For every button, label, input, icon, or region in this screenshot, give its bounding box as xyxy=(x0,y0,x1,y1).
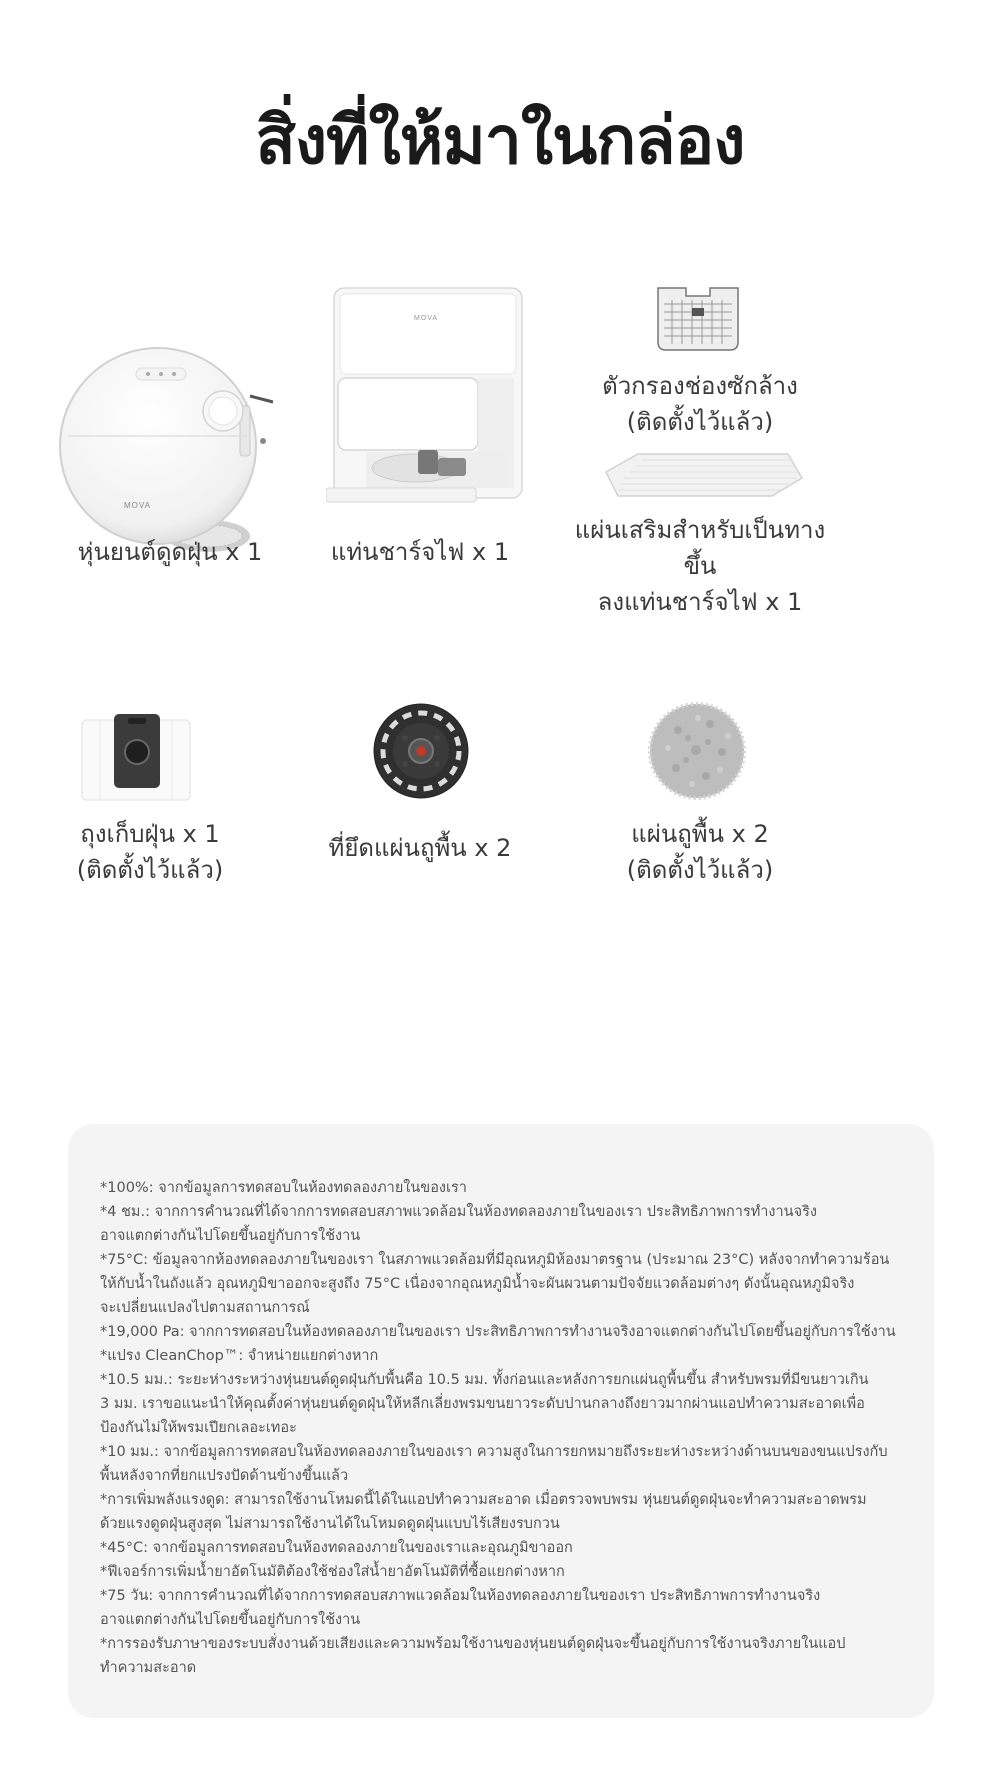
footnote-line: จะเปลี่ยนแปลงไปตามสถานการณ์ xyxy=(100,1300,310,1316)
dock-brand-logo: MOVA xyxy=(414,315,439,322)
filter-image xyxy=(656,286,740,352)
footnote-line: อาจแตกต่างกันไปโดยขึ้นอยู่กับการใช้งาน xyxy=(100,1228,361,1244)
dock-caption xyxy=(300,534,540,570)
footnote-line: *75°C: ข้อมูลจากห้องทดลองภายในของเรา ในสภาพแวดล้อมที่มีอุณหภูมิห้องมาตรฐาน (ประมาณ 23°C) หลังจากทำความร้อน xyxy=(100,1252,890,1268)
footnote-line: *45°C: จากข้อมูลการทดสอบในห้องทดลองภายในของเราและอุณภูมิขาออก xyxy=(100,1540,573,1556)
dust-bag-caption xyxy=(20,816,280,888)
caption-line: แท่นชาร์จไฟ x 1 xyxy=(330,538,510,566)
caption-line: ตัวกรองช่องซักล้าง xyxy=(602,372,798,400)
caption-line: ที่ยึดแผ่นถูพื้น x 2 xyxy=(328,834,512,862)
dust-bag-image xyxy=(80,714,192,802)
mop-pad-caption xyxy=(580,816,820,888)
footnote-line: *แปรง CleanChop™: จำหน่ายแยกต่างหาก xyxy=(100,1348,379,1364)
caption-line: ลงแท่นชาร์จไฟ x 1 xyxy=(597,588,803,616)
footnote-line: *4 ชม.: จากการคำนวณที่ได้จากการทดสอบสภาพแวดล้อมในห้องทดลองภายในของเรา ประสิทธิภาพการทำงานจริง xyxy=(100,1204,817,1220)
mop-pad-image xyxy=(648,702,746,800)
footnote-line: ป้องกันไม่ให้พรมเปียกเลอะเทอะ xyxy=(100,1420,297,1436)
filter-caption xyxy=(580,368,820,440)
mop-holder-image xyxy=(372,702,470,800)
caption-line: (ติดตั้งไว้แล้ว) xyxy=(626,408,774,436)
caption-line: แผ่นถูพื้น x 2 xyxy=(631,820,769,848)
caption-line: แผ่นเสริมสำหรับเป็นทางขึ้น xyxy=(574,516,826,580)
caption-line: ถุงเก็บฝุ่น x 1 xyxy=(80,820,220,848)
footnote-line: *75 วัน: จากการคำนวณที่ได้จากการทดสอบสภาพแวดล้อมในห้องทดลองภายในของเรา ประสิทธิภาพการทำงานจริง xyxy=(100,1588,821,1604)
footnotes-list xyxy=(100,1176,902,1680)
caption-line: (ติดตั้งไว้แล้ว) xyxy=(626,856,774,884)
footnote-line: *ฟีเจอร์การเพิ่มน้ำยาอัตโนมัติต้องใช้ช่องใส่น้ำยาอัตโนมัติที่ซื้อแยกต่างหาก xyxy=(100,1564,565,1580)
footnote-line: *100%: จากข้อมูลการทดสอบในห้องทดลองภายในของเรา xyxy=(100,1180,467,1196)
footnote-line: 3 มม. เราขอแนะนำให้คุณตั้งค่าหุ่นยนต์ดูดฝุ่นให้หลีกเลี่ยงพรมขนยาวระดับปานกลางถึงยาวมากผ่านแอปทำความสะอาดเพื่อ xyxy=(100,1396,865,1412)
footnote-line: พื้นหลังจากที่ยกแปรงปัดด้านข้างขึ้นแล้ว xyxy=(100,1468,349,1484)
robot-caption xyxy=(40,534,300,570)
footnote-line: *การรองรับภาษาของระบบสั่งงานด้วยเสียงและความพร้อมใช้งานของหุ่นยนต์ดูดฝุ่นจะขึ้นอยู่กับการใช้งานจริงภายในแอป xyxy=(100,1636,846,1652)
robot-brand-logo: MOVA xyxy=(124,501,151,510)
footnote-line: *การเพิ่มพลังแรงดูด: สามารถใช้งานโหมดนี้ได้ในแอปทำความสะอาด เมื่อตรวจพบพรม หุ่นยนต์ดูดฝุ่นจะทำความสะอาดพรม xyxy=(100,1492,867,1508)
footnote-line: ทำความสะอาด xyxy=(100,1660,197,1676)
footnote-line: *19,000 Pa: จากการทดสอบในห้องทดลองภายในของเรา ประสิทธิภาพการทำงานจริงอาจแตกต่างกันไปโดยขึ้นอยู่กับการใช้งาน xyxy=(100,1324,896,1340)
caption-line: (ติดตั้งไว้แล้ว) xyxy=(76,856,224,884)
robot-vacuum-image xyxy=(58,336,280,566)
footnote-line: อาจแตกต่างกันไปโดยขึ้นอยู่กับการใช้งาน xyxy=(100,1612,361,1628)
caption-line: หุ่นยนต์ดูดฝุ่น x 1 xyxy=(77,538,263,566)
charging-dock-image xyxy=(326,286,526,516)
ramp-caption xyxy=(570,512,830,620)
page-title: สิ่งที่ให้มาในกล่อง xyxy=(255,102,745,179)
footnote-line: ให้กับน้ำในถังแล้ว อุณหภูมิขาออกจะสูงถึง 75°C เนื่องจากอุณหภูมิน้ำจะผันผวนตามปัจจัยแวดล้อมต่างๆ ดังนั้นอุณหภูมิจริง xyxy=(100,1276,855,1292)
footnotes-panel xyxy=(68,1124,934,1718)
ramp-image xyxy=(602,450,804,500)
mop-holder-caption xyxy=(300,830,540,866)
footnote-line: *10.5 มม.: ระยะห่างระหว่างหุ่นยนต์ดูดฝุ่นกับพื้นคือ 10.5 มม. ทั้งก่อนและหลังการยกแผ่นถูพื้นขึ้น สำหรับพรมที่มีขนยาวเกิน xyxy=(100,1372,869,1388)
footnote-line: *10 มม.: จากข้อมูลการทดสอบในห้องทดลองภายในของเรา ความสูงในการยกหมายถึงระยะห่างระหว่างด้านบนของขนแปรงกับ xyxy=(100,1444,888,1460)
footnote-line: ด้วยแรงดูดฝุ่นสูงสุด ไม่สามารถใช้งานได้ในโหมดดูดฝุ่นแบบไร้เสียงรบกวน xyxy=(100,1516,560,1532)
